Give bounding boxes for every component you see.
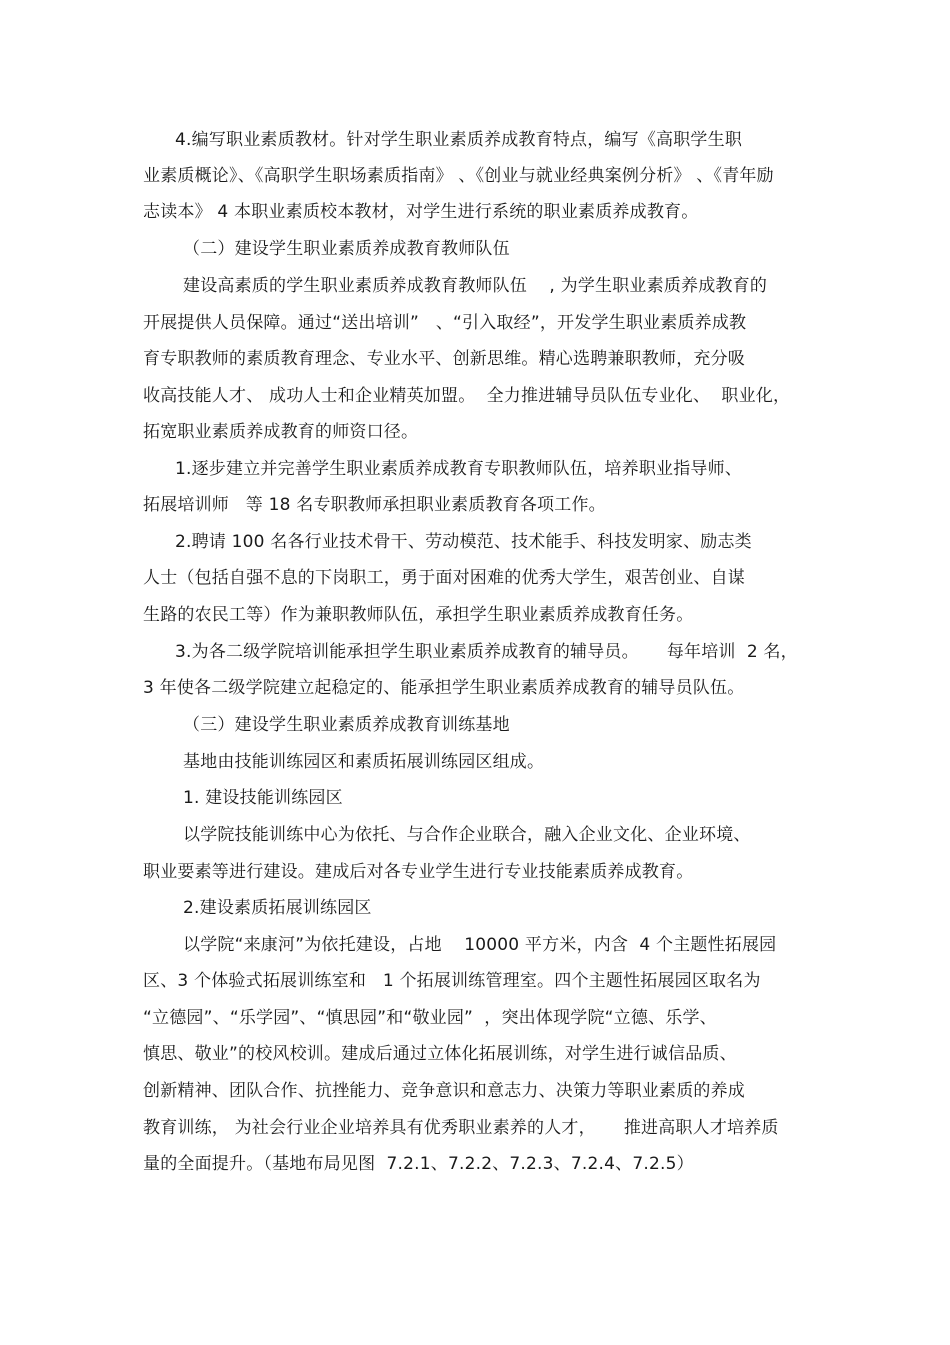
text-line: 以学院技能训练中心为依托、与合作企业联合，融入企业文化、企业环境、	[183, 825, 751, 845]
text-line: 开展提供人员保障。通过“送出培训” 、“引入取经”，开发学生职业素质养成教	[143, 313, 747, 333]
text-line: 区、3 个体验式拓展训练室和 1 个拓展训练管理室。四个主题性拓展园区取名为	[143, 971, 761, 991]
section-heading: （三）建设学生职业素质养成教育训练基地	[183, 715, 510, 735]
text-line: 业素质概论》、《高职学生职场素质指南》 、《创业与就业经典案例分析》 、《青年励	[143, 166, 774, 186]
text-line: 慎思、敬业”的校风校训。建成后通过立体化拓展训练，对学生进行诚信品质、	[143, 1044, 737, 1064]
subsection-heading: 2.建设素质拓展训练园区	[183, 898, 372, 918]
subsection-heading: 1. 建设技能训练园区	[183, 788, 343, 808]
text-line: 量的全面提升。（基地布局见图 7.2.1、7.2.2、7.2.3、7.2.4、7.2.5）	[143, 1154, 694, 1174]
text-line: 收高技能人才、 成功人士和企业精英加盟。 全力推进辅导员队伍专业化、 职业化，	[143, 386, 791, 406]
text-line: 育专职教师的素质教育理念、专业水平、创新思维。精心选聘兼职教师，充分吸	[143, 349, 745, 369]
text-line: 拓展培训师 等 18 名专职教师承担职业素质教育各项工作。	[143, 495, 606, 515]
text-line: 基地由技能训练园区和素质拓展训练园区组成。	[183, 752, 545, 772]
text-line: 生路的农民工等）作为兼职教师队伍，承担学生职业素质养成教育任务。	[143, 605, 694, 625]
text-line: 2.聘请 100 名各行业技术骨干、劳动模范、技术能手、科技发明家、励志类	[175, 532, 752, 552]
text-line: 建设高素质的学生职业素质养成教育教师队伍 , 为学生职业素质养成教育的	[183, 276, 768, 296]
text-line: 3 年使各二级学院建立起稳定的、能承担学生职业素质养成教育的辅导员队伍。	[143, 678, 745, 698]
text-line: 教育训练， 为社会行业企业培养具有优秀职业素养的人才， 推进高职人才培养质	[143, 1118, 779, 1138]
text-line: “立德园”、“乐学园”、“慎思园”和“敬业园” ，突出体现学院“立德、乐学、	[143, 1008, 717, 1028]
text-line: 志读本》 4 本职业素质校本教材，对学生进行系统的职业素质养成教育。	[143, 202, 699, 222]
section-heading: （二）建设学生职业素质养成教育教师队伍	[183, 239, 510, 259]
text-line: 拓宽职业素质养成教育的师资口径。	[143, 422, 419, 442]
text-line: 4.编写职业素质教材。针对学生职业素质养成教育特点，编写《高职学生职	[175, 130, 743, 150]
text-line: 3.为各二级学院培训能承担学生职业素质养成教育的辅导员。 每年培训 2 名，	[175, 642, 798, 662]
text-line: 以学院“来康河”为依托建设，占地 10000 平方米，内含 4 个主题性拓展园	[183, 935, 777, 955]
text-line: 1.逐步建立并完善学生职业素质养成教育专职教师队伍，培养职业指导师、	[175, 459, 743, 479]
text-line: 人士（包括自强不息的下岗职工，勇于面对困难的优秀大学生，艰苦创业、自谋	[143, 568, 745, 588]
text-line: 创新精神、团队合作、抗挫能力、竞争意识和意志力、决策力等职业素质的养成	[143, 1081, 745, 1101]
text-line: 职业要素等进行建设。建成后对各专业学生进行专业技能素质养成教育。	[143, 862, 694, 882]
